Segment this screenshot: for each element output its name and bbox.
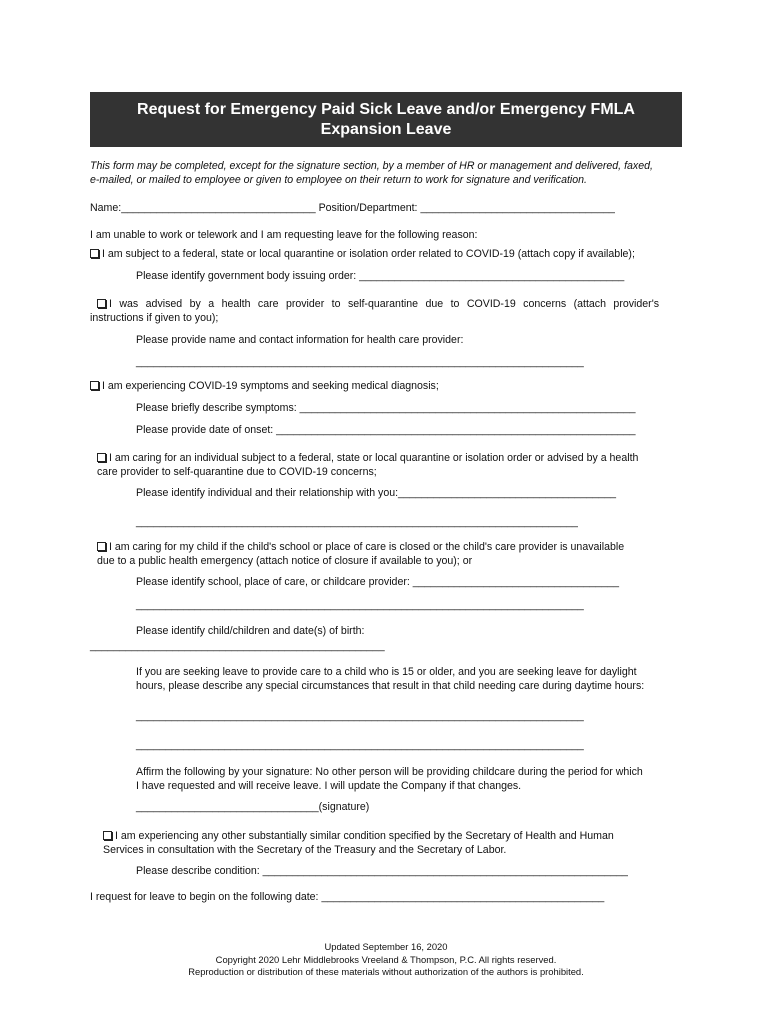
reason-caring-individual <box>97 452 638 466</box>
reason-caring-child-line2: due to a public health emergency (attach notice of closure if available to you); or <box>97 555 473 567</box>
reason-advised-line1: I was advised by a health care provider to self-quarantine due to COVID-19 concerns (attach provider's <box>109 298 660 310</box>
reason-other <box>103 830 614 844</box>
caring-child-checkbox[interactable] <box>97 542 106 551</box>
quarantine-govt-body-field[interactable]: Please identify government body issuing order: _____________________________________________ <box>136 270 625 282</box>
reason-advised-line2: instructions if given to you); <box>90 312 219 324</box>
reason-quarantine <box>90 248 635 262</box>
caring-individual-blank[interactable]: ___________________________________________________________________________ <box>136 516 578 528</box>
reason-quarantine-text: I am subject to a federal, state or local quarantine or isolation order related to COVID-19 (attach copy if available); <box>102 248 635 260</box>
other-condition-field[interactable]: Please describe condition: ______________________________________________________________ <box>136 865 628 877</box>
circumstances-field-1[interactable]: ____________________________________________________________________________ <box>136 710 584 722</box>
reason-caring-child <box>97 541 624 555</box>
reason-intro: I am unable to work or telework and I am requesting leave for the following reason: <box>90 229 478 241</box>
advised-provider-field[interactable]: ____________________________________________________________________________ <box>136 356 584 368</box>
footer-copyright: Copyright 2020 Lehr Middlebrooks Vreeland & Thompson, P.C. All rights reserved. <box>215 954 557 965</box>
reason-other-line1: I am experiencing any other substantially similar condition specified by the Secretary of Health and Human <box>115 830 614 842</box>
childcare-provider-blank[interactable]: ____________________________________________________________________________ <box>136 599 584 611</box>
quarantine-checkbox[interactable] <box>90 249 99 258</box>
reason-advised <box>97 298 659 312</box>
intro-line2: e-mailed, or mailed to employee or given to employee on their return to work for signature and verification. <box>90 174 587 186</box>
other-condition-checkbox[interactable] <box>103 831 112 840</box>
caring-individual-field[interactable]: Please identify individual and their relationship with you:_____________________________________ <box>136 487 617 499</box>
child-birthdates-field[interactable]: __________________________________________________ <box>90 640 385 652</box>
form-title-line2: Expansion Leave <box>320 120 452 138</box>
caring-individual-checkbox[interactable] <box>97 453 106 462</box>
footer-reproduction: Reproduction or distribution of these materials without authorization of the authors is prohibited. <box>188 966 584 977</box>
leave-begin-date-field[interactable]: I request for leave to begin on the following date: ________________________________________________ <box>90 891 605 903</box>
reason-caring-individual-line2: care provider to self-quarantine due to COVID-19 concerns; <box>97 466 377 478</box>
intro-line1: This form may be completed, except for the signature section, by a member of HR or management and delivered, faxed, <box>90 160 653 172</box>
reason-caring-child-line1: I am caring for my child if the child's school or place of care is closed or the child's care provider is unavailable <box>109 541 625 553</box>
signature-field[interactable]: _______________________________(signature) <box>136 801 370 813</box>
name-position-field[interactable]: Name:_________________________________ Position/Department: _________________________________ <box>90 202 615 214</box>
reason-caring-individual-line1: I am caring for an individual subject to a federal, state or local quarantine or isolation order or advised by a health <box>109 452 639 464</box>
child-birthdates-prompt: Please identify child/children and date(s) of birth: <box>136 625 365 637</box>
form-title <box>90 92 682 147</box>
affirm-line1: Affirm the following by your signature: No other person will be providing childcare during the period for which <box>136 766 643 778</box>
circumstances-field-2[interactable]: ____________________________________________________________________________ <box>136 739 584 751</box>
footer-updated: Updated September 16, 2020 <box>324 941 448 952</box>
older-child-line1: If you are seeking leave to provide care to a child who is 15 or older, and you are seeking leave for daylight <box>136 666 637 678</box>
older-child-line2: hours, please describe any special circumstances that result in that child needing care during daytime hours: <box>136 680 645 692</box>
reason-other-line2: Services in consultation with the Secretary of the Treasury and the Secretary of Labor. <box>103 844 507 856</box>
advised-provider-prompt: Please provide name and contact information for health care provider: <box>136 334 464 346</box>
advised-checkbox[interactable] <box>97 299 106 308</box>
reason-symptoms <box>90 380 439 394</box>
symptoms-onset-field[interactable]: Please provide date of onset: _____________________________________________________________ <box>136 424 636 436</box>
symptoms-checkbox[interactable] <box>90 381 99 390</box>
form-title-line1: Request for Emergency Paid Sick Leave and/or Emergency FMLA <box>137 100 635 118</box>
affirm-line2: I have requested and will receive leave. I will update the Company if that changes. <box>136 780 522 792</box>
reason-symptoms-text: I am experiencing COVID-19 symptoms and seeking medical diagnosis; <box>102 380 439 392</box>
childcare-provider-field[interactable]: Please identify school, place of care, or childcare provider: ___________________________________ <box>136 576 619 588</box>
symptoms-describe-field[interactable]: Please briefly describe symptoms: _________________________________________________________ <box>136 402 636 414</box>
